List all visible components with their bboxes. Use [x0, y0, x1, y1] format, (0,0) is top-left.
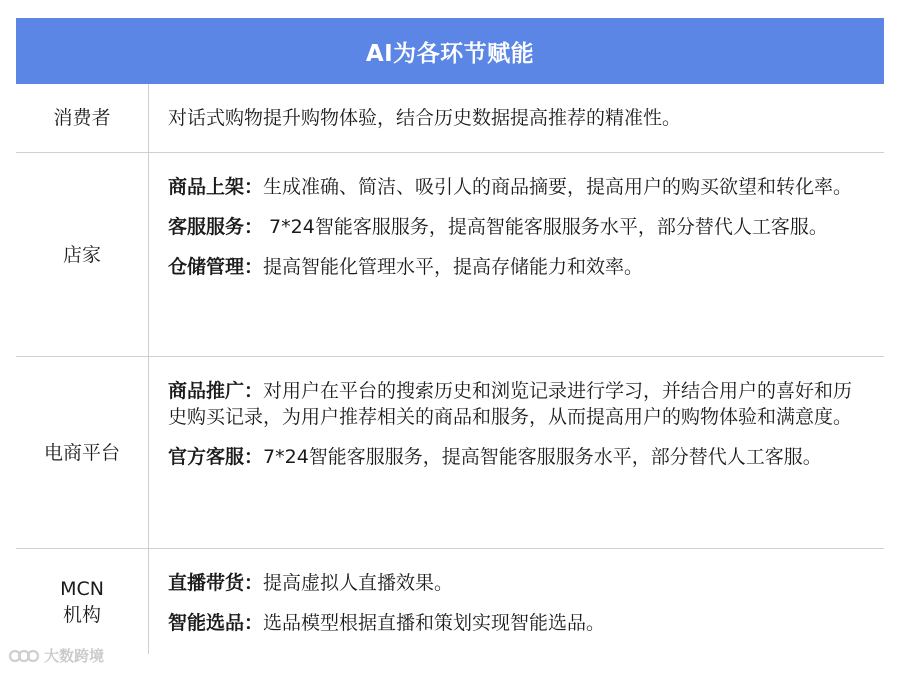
list-item [168, 174, 868, 200]
row-content-mcn [168, 570, 868, 636]
item-text: 选品模型根据直播和策划实现智能选品。 [263, 612, 606, 634]
item-title: 客服服务： [168, 216, 264, 238]
item-text: 7*24智能客服服务，提高智能客服服务水平，部分替代人工客服。 [263, 216, 828, 238]
item-title: 仓储管理： [168, 256, 264, 278]
table-title: AI为各环节赋能 [365, 40, 535, 67]
row-label-text: 机构 [62, 603, 101, 626]
row-label-text: 电商平台 [43, 441, 120, 464]
row-label-platform [16, 357, 148, 548]
list-item [168, 254, 868, 280]
row-label-text: 消费者 [53, 107, 111, 129]
item-title: 官方客服： [168, 446, 264, 468]
row-label-text: MCN [60, 577, 104, 600]
list-item [168, 610, 868, 636]
list-item [168, 444, 868, 470]
row-content-platform [168, 378, 868, 470]
watermark [8, 645, 104, 666]
list-item [168, 214, 868, 240]
item-text: 对话式购物提升购物体验，结合历史数据提高推荐的精准性。 [168, 107, 682, 129]
column-divider [148, 84, 149, 654]
row-label-text: 店家 [62, 243, 101, 266]
item-title: 直播带货： [168, 572, 264, 594]
item-title: 商品推广： [168, 380, 264, 402]
list-item [168, 570, 868, 596]
list-item [168, 105, 868, 131]
item-text: 7*24智能客服服务，提高智能客服服务水平，部分替代人工客服。 [263, 446, 822, 468]
item-text: 对用户在平台的搜索历史和浏览记录进行学习，并结合用户的喜好和历史购买记录，为用户推荐相关的商品和服务，从而提高用户的购物体验和满意度。 [168, 380, 853, 428]
row-label-consumer [16, 84, 148, 152]
table-header [16, 18, 884, 84]
row-content-merchant [168, 174, 868, 280]
row-content-consumer [168, 105, 868, 131]
row-label-merchant [16, 153, 148, 356]
item-text: 生成准确、简洁、吸引人的商品摘要，提高用户的购买欲望和转化率。 [263, 176, 853, 198]
list-item [168, 378, 868, 430]
item-text: 提高智能化管理水平，提高存储能力和效率。 [263, 256, 644, 278]
item-title: 商品上架： [168, 176, 264, 198]
row-label-mcn [16, 549, 148, 654]
watermark-text: 大数跨境 [44, 647, 105, 665]
item-text: 提高虚拟人直播效果。 [263, 572, 454, 594]
brand-logo-icon [8, 647, 40, 665]
item-title: 智能选品： [168, 612, 264, 634]
